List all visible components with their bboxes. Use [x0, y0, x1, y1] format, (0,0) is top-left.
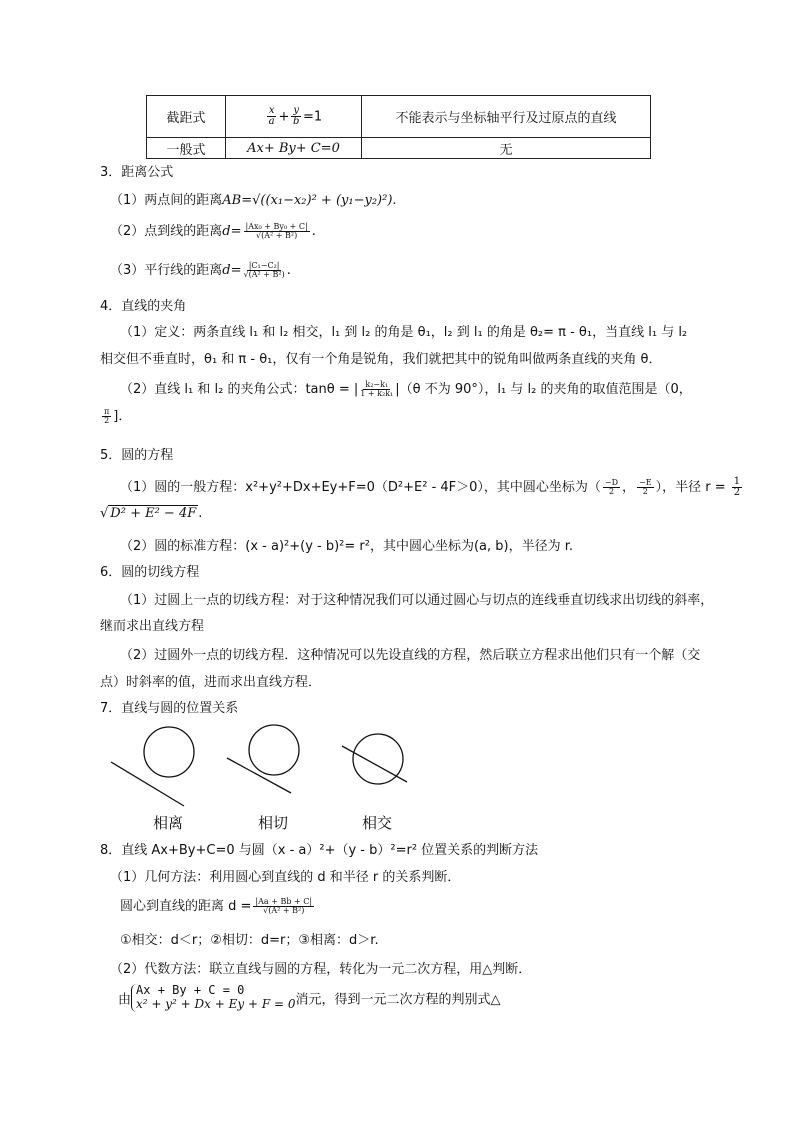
- label-separate: 相离: [153, 814, 184, 832]
- distance-point-line: （2）点到线的距离d= $\frac{\text{|Ax₀ + By₀ + C|}}{\text{√(A² + B²)}}$ .: [110, 221, 316, 240]
- section-heading: 3．距离公式: [100, 165, 174, 180]
- angle-range-end: $\frac{\pi}{2}$ ]．: [104, 406, 132, 425]
- algebraic-method: （2）代数方法：联立直线与圆的方程，转化为一元二次方程，用△判断．: [110, 962, 532, 977]
- table-cell-formula: $\frac{x}{a}$ + $\frac{y}{b}$ =1: [226, 96, 362, 138]
- circle-tangent: [249, 725, 299, 775]
- table-cell-name: 一般式: [147, 138, 226, 159]
- center-to-line-distance: 圆心到直线的距离 d = $\frac{|Aa + Bb + C|}{\text{√(A² + B²)}}$: [120, 896, 313, 915]
- label-tangent: 相切: [258, 814, 289, 832]
- line-separate: [111, 762, 184, 806]
- table-cell-formula: Ax+ By+ C=0: [226, 138, 362, 159]
- distance-cases: ①相交：d＜r；②相切：d=r；③相离：d＞r.: [120, 933, 379, 948]
- table-cell-note: 无: [362, 138, 651, 159]
- tangent-on-circle-line2: 继而求出直线方程: [100, 619, 205, 634]
- table-cell-note: 不能表示与坐标轴平行及过原点的直线: [362, 96, 651, 138]
- tangent-on-circle-line1: （1）过圆上一点的切线方程：对于这种情况我们可以通过圆心与切点的连线垂直切线求出切线的斜率，: [120, 593, 714, 608]
- line-intersect: [342, 746, 407, 782]
- tangent-outside-line1: （2）过圆外一点的切线方程．这种情况可以先设直线的方程，然后联立方程求出他们只有一个解（交: [120, 648, 701, 663]
- circle-general-equation: （1）圆的一般方程：x²+y²+Dx+Ey+F=0（D²+E² - 4F＞0），其中圆心坐标为（ $\frac{-D}{2}$ ， $\frac{-E}{2}$ ），半径 r = $\frac{1}{2}$: [120, 475, 741, 498]
- table-cell-name: 截距式: [147, 96, 226, 138]
- intersect-diagram: [342, 734, 407, 784]
- distance-parallel-lines: （3）平行线的距离d= $\frac{\text{|C₁−C₂|}}{\text{√(A² + B²)}}$ .: [110, 260, 291, 279]
- distance-two-points: （1）两点间的距离AB=√((x₁−x₂)² + (y₁−y₂)²).: [110, 193, 397, 208]
- label-intersect: 相交: [362, 814, 393, 832]
- line-form-table: [146, 95, 651, 159]
- angle-definition-line1: （1）定义：两条直线 l₁ 和 l₂ 相交，l₁ 到 l₂ 的角是 θ₁，l₂ 到 l₁ 的角是 θ₂= π - θ₁，当直线 l₁ 与 l₂: [120, 325, 688, 340]
- section-heading: 7．直线与圆的位置关系: [100, 701, 239, 716]
- tangent-diagram: [227, 725, 299, 793]
- angle-formula: （2）直线 l₁ 和 l₂ 的夹角公式：tanθ = | $\frac{\text{k₂−k₁}}{\text{1 + k₂k₁}}$ |（θ 不为 90°），l₁ 与 l₂ 的夹角的取值范围是（0，: [120, 379, 692, 398]
- circle-separate: [144, 727, 194, 777]
- separate-diagram: [111, 727, 194, 806]
- tangent-outside-line2: 点）时斜率的值，进而求出直线方程．: [100, 675, 322, 690]
- section-heading: 4．直线的夹角: [100, 299, 187, 314]
- system-of-equations: 由Ax + By + C = 0 x² + y² + Dx + Ey + F = 0消元，得到一元二次方程的判别式△: [118, 983, 501, 1011]
- section-heading: 6．圆的切线方程: [100, 565, 200, 580]
- section-heading: 5．圆的方程: [100, 448, 174, 463]
- angle-definition-line2: 相交但不垂直时，θ₁ 和 π - θ₁，仅有一个角是锐角，我们就把其中的锐角叫做两条直线的夹角 θ．: [100, 352, 662, 367]
- section-heading: 8．直线 Ax+By+C=0 与圆（x - a）²+（y - b）²=r² 位置关系的判断方法: [100, 843, 539, 858]
- geometric-method: （1）几何方法：利用圆心到直线的 d 和半径 r 的关系判断．: [110, 870, 461, 885]
- line-circle-diagrams: [100, 718, 430, 810]
- circle-radius-sqrt: √ D² + E² − 4F .: [100, 506, 203, 521]
- line-tangent: [227, 758, 291, 793]
- circle-standard-equation: （2）圆的标准方程：(x - a)²+(y - b)²= r²，其中圆心坐标为(a, b)，半径为 r.: [120, 539, 574, 554]
- circle-intersect: [353, 734, 403, 784]
